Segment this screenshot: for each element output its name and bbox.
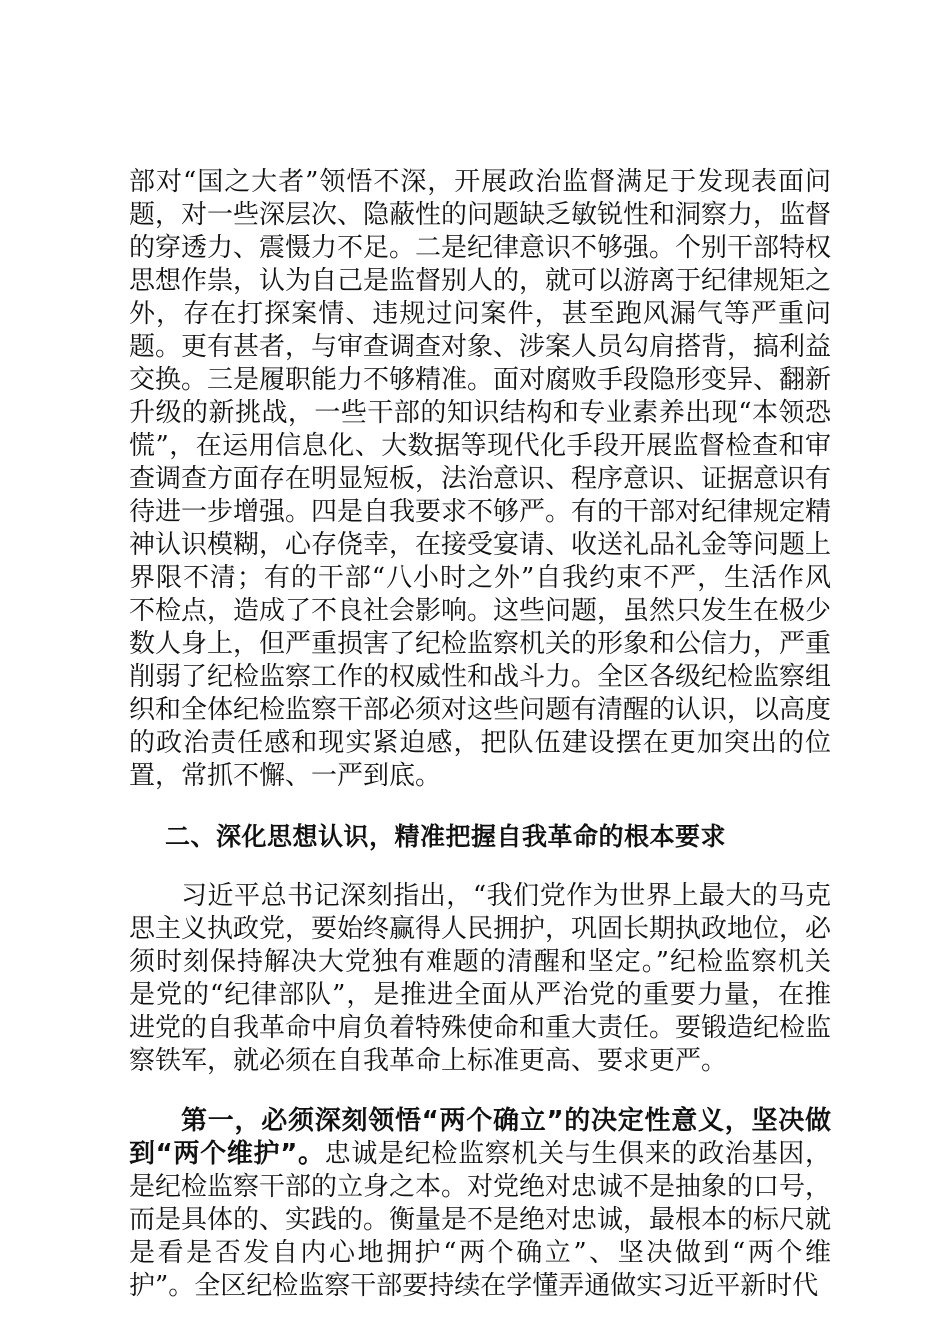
document-body: [129, 166, 831, 1303]
paragraph-continued: 部对“国之大者”领悟不深，开展政治监督满足于发现表面问题，对一些深层次、隐蔽性的问题缺乏敏锐性和洞察力，监督的穿透力、震慑力不足。二是纪律意识不够强。个别干部特权思想作祟，认为自己是监督别人的，就可以游离于纪律规矩之外，存在打探案情、违规过问案件，甚至跑风漏气等严重问题。更有甚者，与审查调查对象、涉案人员勾肩搭背，搞利益交换。三是履职能力不够精准。面对腐败手段隐形变异、翻新升级的新挑战，一些干部的知识结构和专业素养出现“本领恐慌”，在运用信息化、大数据等现代化手段开展监督检查和审查调查方面存在明显短板，法治意识、程序意识、证据意识有待进一步增强。四是自我要求不够严。有的干部对纪律规定精神认识模糊，心存侥幸，在接受宴请、收送礼品礼金等问题上界限不清；有的干部“八小时之外”自我约束不严，生活作风不检点，造成了不良社会影响。这些问题，虽然只发生在极少数人身上，但严重损害了纪检监察机关的形象和公信力，严重削弱了纪检监察工作的权威性和战斗力。全区各级纪检监察组织和全体纪检监察干部必须对这些问题有清醒的认识，以高度的政治责任感和现实紧迫感，把队伍建设摆在更加突出的位置，常抓不懈、一严到底。: [129, 167, 832, 791]
paragraph-quote: 习近平总书记深刻指出，“我们党作为世界上最大的马克思主义执政党，要始终赢得人民拥护，巩固长期执政地位，必须时刻保持解决大党独有难题的清醒和坚定。”纪检监察机关是党的“纪律部队”，是推进全面从严治党的重要力量，在推进党的自我革命中肩负着特殊使命和重大责任。要锻造纪检监察铁军，就必须在自我革命上标准更高、要求更严。: [129, 881, 832, 1076]
first-point-lead: 第一，必须深刻领悟“两个确立”的决定性意义，坚决做到“两个维护”。: [129, 1106, 831, 1169]
paragraph-first-point: [129, 1105, 831, 1303]
first-point-text: 忠诚是纪检监察机关与生俱来的政治基因，是纪检监察干部的立身之本。对党绝对忠诚不是抽象的口号，而是具体的、实践的。衡量是不是绝对忠诚，最根本的标尺就是看是否发自内心地拥护“两个确立”、坚决做到“两个维护”。全区纪检监察干部要持续在学懂弄通做实习近平新时代: [129, 1139, 832, 1301]
paragraph-gap: [129, 853, 831, 880]
paragraph-gap: [129, 1078, 831, 1105]
section-heading-2: 二、深化思想认识，精准把握自我革命的根本要求: [165, 822, 727, 851]
paragraph-gap: [129, 793, 831, 820]
